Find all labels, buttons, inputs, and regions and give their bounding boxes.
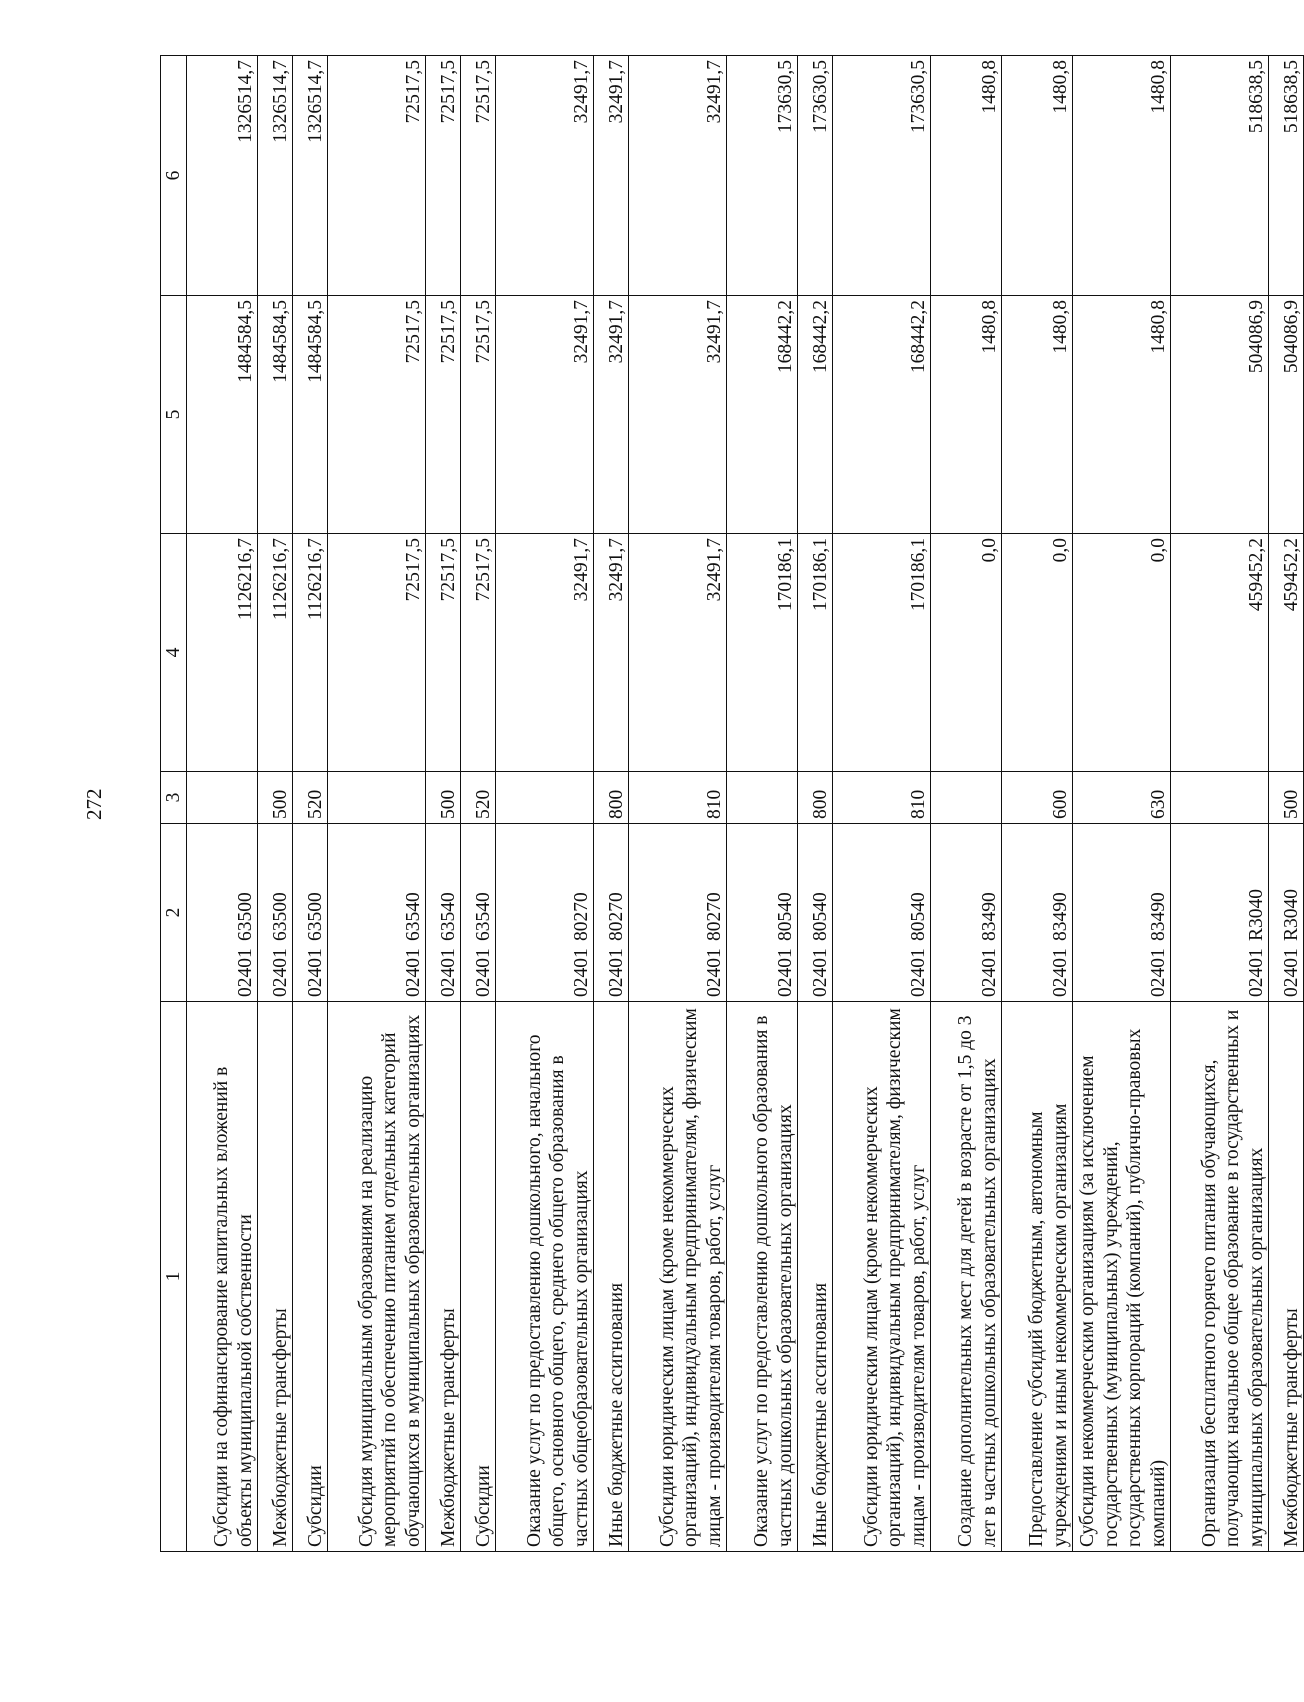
value-col4: 0,0 bbox=[1073, 534, 1171, 772]
value-col4: 1126216,7 bbox=[293, 534, 328, 772]
page-number: 272 bbox=[82, 788, 106, 820]
row-code bbox=[1269, 824, 1304, 1002]
program-code: 02401 bbox=[234, 948, 256, 997]
row-code bbox=[328, 824, 426, 1002]
value-col4: 72517,5 bbox=[461, 534, 496, 772]
value-col6: 518638,5 bbox=[1269, 56, 1304, 296]
row-name: Межбюджетные трансферты bbox=[426, 1002, 461, 1552]
table-row bbox=[426, 56, 461, 1552]
program-code: 02401 bbox=[703, 948, 725, 997]
value-col5: 32491,7 bbox=[496, 296, 594, 534]
value-col4: 1126216,7 bbox=[187, 534, 258, 772]
value-col6: 1326514,7 bbox=[187, 56, 258, 296]
program-code: 02401 bbox=[605, 948, 627, 997]
table-row bbox=[1269, 56, 1304, 1552]
value-col6: 173630,5 bbox=[798, 56, 833, 296]
value-col6: 72517,5 bbox=[426, 56, 461, 296]
table-row bbox=[629, 56, 727, 1552]
row-code bbox=[496, 824, 594, 1002]
table-row bbox=[258, 56, 293, 1552]
direction-code: 63540 bbox=[402, 892, 424, 941]
row-name: Субсидии юридическим лицам (кроме некоммерческих организаций), индивидуальным предпринимателям, физическим лицам - производителям товаров, работ, услуг bbox=[833, 1002, 931, 1552]
value-col4: 170186,1 bbox=[727, 534, 798, 772]
expense-type: 500 bbox=[1269, 772, 1304, 824]
program-code: 02401 bbox=[978, 948, 1000, 997]
row-name: Субсидии bbox=[461, 1002, 496, 1552]
value-col4: 0,0 bbox=[1002, 534, 1073, 772]
row-name: Иные бюджетные ассигнования bbox=[798, 1002, 833, 1552]
direction-code: R3040 bbox=[1245, 888, 1267, 941]
program-code: 02401 bbox=[774, 948, 796, 997]
row-code bbox=[1171, 824, 1269, 1002]
row-name: Субсидии на софинансирование капитальных вложений в объекты муниципальной собственности bbox=[187, 1002, 258, 1552]
col-header-4: 4 bbox=[161, 534, 187, 772]
program-code: 02401 bbox=[1245, 948, 1267, 997]
value-col4: 170186,1 bbox=[798, 534, 833, 772]
direction-code: R3040 bbox=[1280, 888, 1302, 941]
direction-code: 63500 bbox=[304, 892, 326, 941]
value-col5: 1484584,5 bbox=[293, 296, 328, 534]
expense-type: 800 bbox=[798, 772, 833, 824]
table-row bbox=[1171, 56, 1269, 1552]
row-name: Субсидии bbox=[293, 1002, 328, 1552]
direction-code: 80540 bbox=[809, 892, 831, 941]
program-code: 02401 bbox=[809, 948, 831, 997]
col-header-6: 6 bbox=[161, 56, 187, 296]
row-code bbox=[258, 824, 293, 1002]
row-code bbox=[833, 824, 931, 1002]
row-name: Субсидии некоммерческим организациям (за исключением государственных (муниципальных) учреждений, государственных корпораций (компаний), публично-правовых компаний) bbox=[1073, 1002, 1171, 1552]
table-row bbox=[496, 56, 594, 1552]
table-row bbox=[931, 56, 1002, 1552]
program-code: 02401 bbox=[437, 948, 459, 997]
row-code bbox=[293, 824, 328, 1002]
row-name: Иные бюджетные ассигнования bbox=[594, 1002, 629, 1552]
direction-code: 80270 bbox=[703, 892, 725, 941]
table-row bbox=[1073, 56, 1171, 1552]
value-col5: 1480,8 bbox=[1073, 296, 1171, 534]
expense-type bbox=[496, 772, 594, 824]
direction-code: 63540 bbox=[472, 892, 494, 941]
row-name: Межбюджетные трансферты bbox=[1269, 1002, 1304, 1552]
expense-type: 810 bbox=[833, 772, 931, 824]
header-row bbox=[161, 56, 187, 1552]
program-code: 02401 bbox=[1049, 948, 1071, 997]
value-col5: 72517,5 bbox=[461, 296, 496, 534]
expense-type: 500 bbox=[258, 772, 293, 824]
expense-type: 800 bbox=[594, 772, 629, 824]
program-code: 02401 bbox=[1147, 948, 1169, 997]
program-code: 02401 bbox=[269, 948, 291, 997]
expense-type bbox=[1171, 772, 1269, 824]
row-code bbox=[629, 824, 727, 1002]
value-col5: 72517,5 bbox=[328, 296, 426, 534]
value-col5: 32491,7 bbox=[629, 296, 727, 534]
table-row bbox=[461, 56, 496, 1552]
row-name: Организация бесплатного горячего питания обучающихся, получающих начальное общее образование в государственных и муниципальных образовательных организациях bbox=[1171, 1002, 1269, 1552]
row-code bbox=[727, 824, 798, 1002]
value-col5: 168442,2 bbox=[727, 296, 798, 534]
value-col5: 1480,8 bbox=[931, 296, 1002, 534]
value-col6: 32491,7 bbox=[496, 56, 594, 296]
value-col6: 32491,7 bbox=[629, 56, 727, 296]
row-code bbox=[798, 824, 833, 1002]
value-col5: 504086,9 bbox=[1269, 296, 1304, 534]
value-col4: 32491,7 bbox=[629, 534, 727, 772]
table-row bbox=[727, 56, 798, 1552]
value-col6: 1326514,7 bbox=[293, 56, 328, 296]
value-col4: 32491,7 bbox=[594, 534, 629, 772]
value-col5: 72517,5 bbox=[426, 296, 461, 534]
direction-code: 63500 bbox=[234, 892, 256, 941]
row-code bbox=[461, 824, 496, 1002]
row-code bbox=[426, 824, 461, 1002]
table-row bbox=[328, 56, 426, 1552]
value-col5: 1480,8 bbox=[1002, 296, 1073, 534]
direction-code: 80540 bbox=[774, 892, 796, 941]
direction-code: 80270 bbox=[605, 892, 627, 941]
budget-table bbox=[160, 55, 1304, 1552]
value-col4: 459452,2 bbox=[1269, 534, 1304, 772]
value-col6: 1326514,7 bbox=[258, 56, 293, 296]
row-name: Субсидии юридическим лицам (кроме некоммерческих организаций), индивидуальным предпринимателям, физическим лицам - производителям товаров, работ, услуг bbox=[629, 1002, 727, 1552]
direction-code: 83490 bbox=[1049, 892, 1071, 941]
value-col6: 173630,5 bbox=[833, 56, 931, 296]
value-col6: 32491,7 bbox=[594, 56, 629, 296]
expense-type: 500 bbox=[426, 772, 461, 824]
row-name: Оказание услуг по предоставлению дошкольного образования в частных дошкольных образовательных организациях bbox=[727, 1002, 798, 1552]
program-code: 02401 bbox=[570, 948, 592, 997]
expense-type bbox=[727, 772, 798, 824]
program-code: 02401 bbox=[1280, 948, 1302, 997]
row-code bbox=[594, 824, 629, 1002]
table-row bbox=[293, 56, 328, 1552]
col-header-1: 1 bbox=[161, 1002, 187, 1552]
row-code bbox=[187, 824, 258, 1002]
value-col6: 1480,8 bbox=[1073, 56, 1171, 296]
value-col5: 1484584,5 bbox=[187, 296, 258, 534]
row-code bbox=[931, 824, 1002, 1002]
program-code: 02401 bbox=[402, 948, 424, 997]
row-name: Межбюджетные трансферты bbox=[258, 1002, 293, 1552]
col-header-3: 3 bbox=[161, 772, 187, 824]
expense-type: 600 bbox=[1002, 772, 1073, 824]
row-name: Оказание услуг по предоставлению дошкольного, начального общего, основного общего, среднего общего образования в частных общеобразовательных организациях bbox=[496, 1002, 594, 1552]
table-row bbox=[187, 56, 258, 1552]
table-row bbox=[594, 56, 629, 1552]
col-header-5: 5 bbox=[161, 296, 187, 534]
table-row bbox=[1002, 56, 1073, 1552]
direction-code: 63540 bbox=[437, 892, 459, 941]
direction-code: 83490 bbox=[1147, 892, 1169, 941]
program-code: 02401 bbox=[472, 948, 494, 997]
value-col4: 72517,5 bbox=[426, 534, 461, 772]
row-name: Создание дополнительных мест для детей в возрасте от 1,5 до 3 лет в частных дошкольных образовательных организациях bbox=[931, 1002, 1002, 1552]
program-code: 02401 bbox=[907, 948, 929, 997]
expense-type bbox=[931, 772, 1002, 824]
value-col4: 1126216,7 bbox=[258, 534, 293, 772]
expense-type: 520 bbox=[461, 772, 496, 824]
value-col4: 0,0 bbox=[931, 534, 1002, 772]
expense-type: 630 bbox=[1073, 772, 1171, 824]
table-row bbox=[798, 56, 833, 1552]
direction-code: 80540 bbox=[907, 892, 929, 941]
value-col6: 173630,5 bbox=[727, 56, 798, 296]
row-name: Предоставление субсидий бюджетным, автономным учреждениям и иным некоммерческим организациям bbox=[1002, 1002, 1073, 1552]
col-header-2: 2 bbox=[161, 824, 187, 1002]
value-col5: 168442,2 bbox=[833, 296, 931, 534]
row-name: Субсидия муниципальным образованиям на реализацию мероприятий по обеспечению питанием отдельных категорий обучающихся в муниципальных образовательных организациях bbox=[328, 1002, 426, 1552]
row-code bbox=[1073, 824, 1171, 1002]
value-col5: 1484584,5 bbox=[258, 296, 293, 534]
program-code: 02401 bbox=[304, 948, 326, 997]
value-col4: 32491,7 bbox=[496, 534, 594, 772]
expense-type: 810 bbox=[629, 772, 727, 824]
value-col5: 504086,9 bbox=[1171, 296, 1269, 534]
value-col5: 32491,7 bbox=[594, 296, 629, 534]
value-col6: 518638,5 bbox=[1171, 56, 1269, 296]
value-col6: 1480,8 bbox=[931, 56, 1002, 296]
expense-type bbox=[187, 772, 258, 824]
direction-code: 80270 bbox=[570, 892, 592, 941]
value-col5: 168442,2 bbox=[798, 296, 833, 534]
value-col4: 72517,5 bbox=[328, 534, 426, 772]
expense-type: 520 bbox=[293, 772, 328, 824]
expense-type bbox=[328, 772, 426, 824]
rotated-table-container bbox=[160, 56, 1302, 1552]
value-col6: 72517,5 bbox=[328, 56, 426, 296]
table-row bbox=[833, 56, 931, 1552]
value-col6: 1480,8 bbox=[1002, 56, 1073, 296]
direction-code: 63500 bbox=[269, 892, 291, 941]
direction-code: 83490 bbox=[978, 892, 1000, 941]
value-col4: 170186,1 bbox=[833, 534, 931, 772]
value-col4: 459452,2 bbox=[1171, 534, 1269, 772]
value-col6: 72517,5 bbox=[461, 56, 496, 296]
row-code bbox=[1002, 824, 1073, 1002]
